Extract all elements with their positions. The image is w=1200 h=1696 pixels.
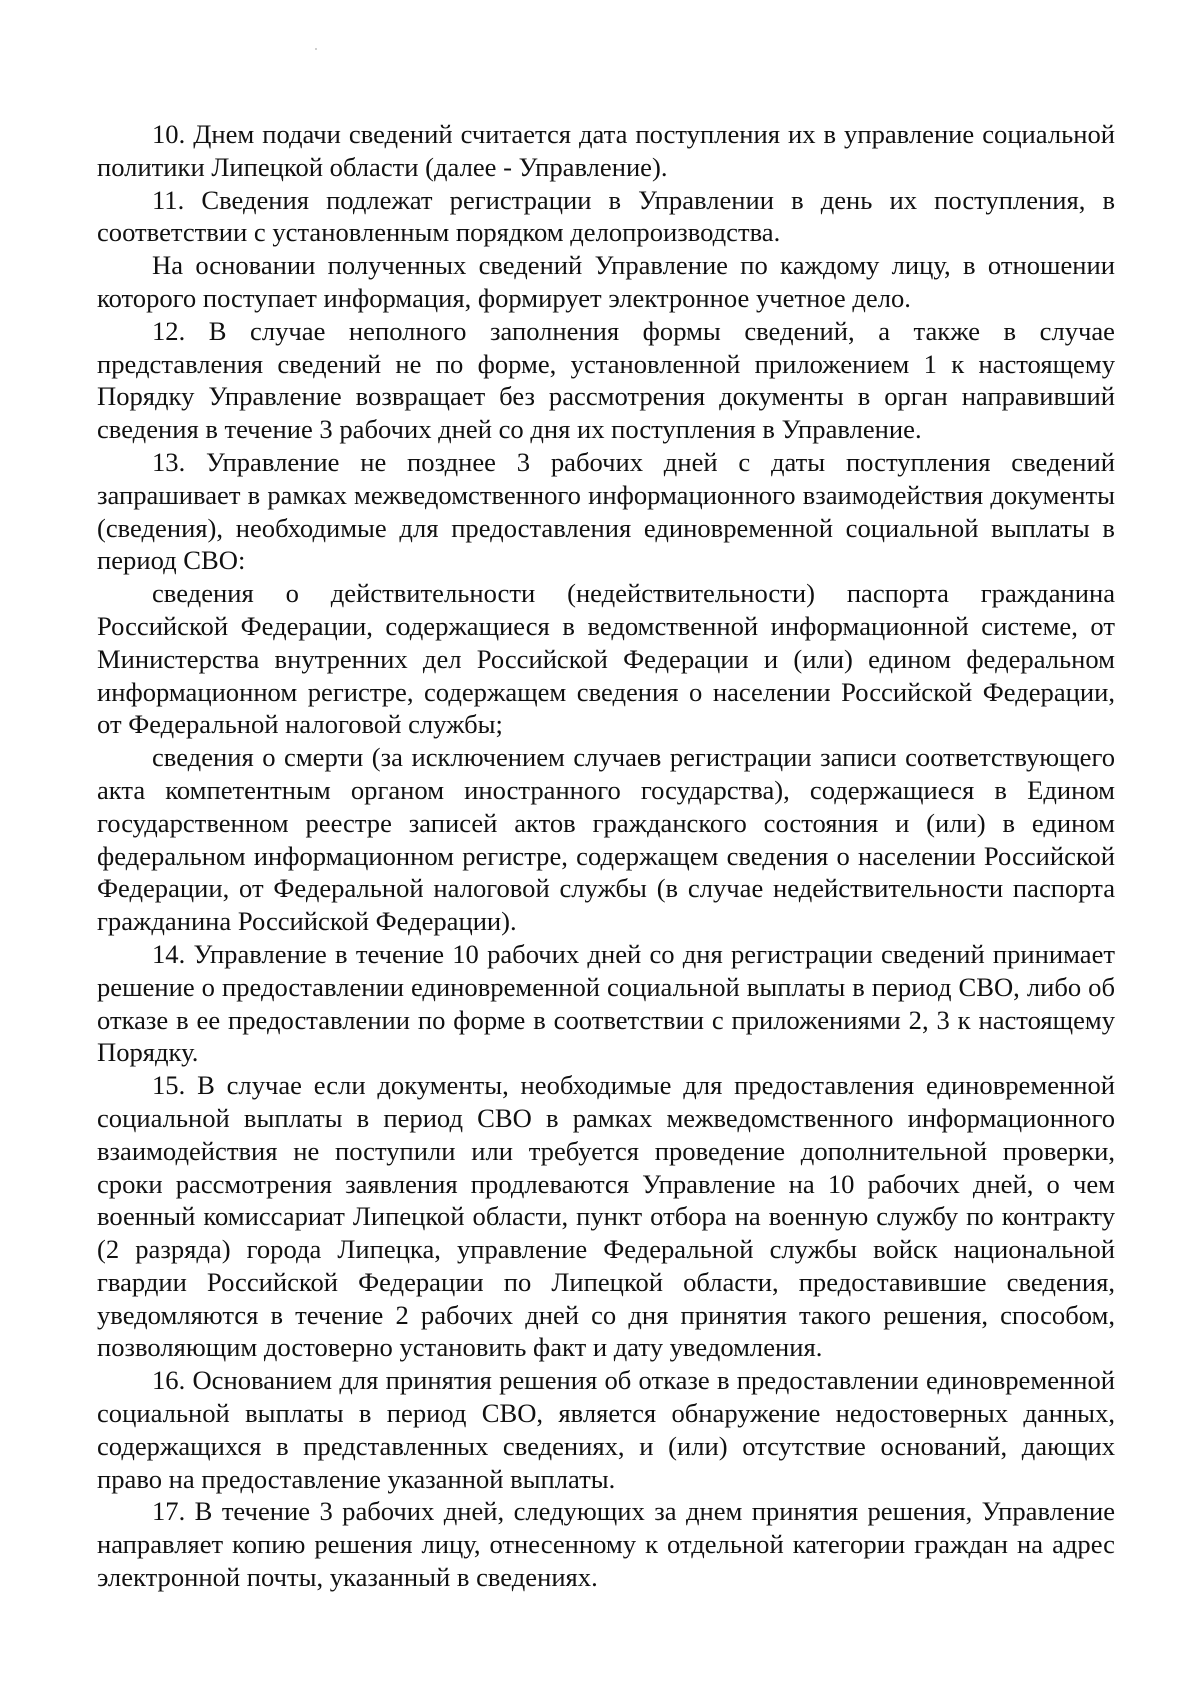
paragraph-16: 16. Основанием для принятия решения об отказе в предоставлении единовременной социальной выплаты в период СВО, является обнаружение недостоверных данных, содержащихся в представленных сведениях, и (или) отсутствие оснований, дающих право на предоставление указанной выплаты.	[97, 1365, 1115, 1494]
paragraph-17: 17. В течение 3 рабочих дней, следующих за днем принятия решения, Управление направляет копию решения лицу, отнесенному к отдельной категории граждан на адрес электронной почты, указанный в сведениях.	[97, 1496, 1115, 1593]
paragraph-11: 11. Сведения подлежат регистрации в Управлении в день их поступления, в соответствии с установленным порядком делопроизводства.	[97, 184, 1115, 248]
paragraph-13-item-death: сведения о смерти (за исключением случаев регистрации записи соответствующего акта компетентным органом иностранного государства), содержащиеся в Едином государственном реестре записей актов гражданского состояния и (или) в едином федеральном информационном регистре, содержащем сведения о населении Российской Федерации, от Федеральной налоговой службы (в случае недействительности паспорта гражданина Российской Федерации).	[97, 742, 1115, 937]
paragraph-13-item-passport: сведения о действительности (недействительности) паспорта гражданина Российской Федерации, содержащиеся в ведомственной информационной системе, от Министерства внутренних дел Российской Федерации и (или) едином федеральном информационном регистре, содержащем сведения о населении Российской Федерации, от Федеральной налоговой службы;	[97, 578, 1115, 740]
paragraph-13: 13. Управление не позднее 3 рабочих дней с даты поступления сведений запрашивает в рамках межведомственного информационного взаимодействия документы (сведения), необходимые для предоставления единовременной социальной выплаты в период СВО:	[97, 446, 1115, 576]
document-body	[97, 118, 1115, 1594]
paragraph-11-continuation: На основании полученных сведений Управление по каждому лицу, в отношении которого поступает информация, формирует электронное учетное дело.	[97, 250, 1115, 313]
paragraph-12: 12. В случае неполного заполнения формы сведений, а также в случае представления сведений не по форме, установленной приложением 1 к настоящему Порядку Управление возвращает без рассмотрения документы в орган направивший сведения в течение 3 рабочих дней со дня их поступления в Управление.	[97, 315, 1115, 445]
paragraph-10: 10. Днем подачи сведений считается дата поступления их в управление социальной политики Липецкой области (далее - Управление).	[97, 119, 1115, 182]
scan-speck	[315, 48, 317, 50]
paragraph-15: 15. В случае если документы, необходимые для предоставления единовременной социальной выплаты в период СВО в рамках межведомственного информационного взаимодействия не поступили или требуется проведение дополнительной проверки, сроки рассмотрения заявления продлеваются Управление на 10 рабочих дней, о чем военный комиссариат Липецкой области, пункт отбора на военную службу по контракту (2 разряда) города Липецка, управление Федеральной службы войск национальной гвардии Российской Федерации по Липецкой области, предоставившие сведения, уведомляются в течение 2 рабочих дней со дня принятия такого решения, способом, позволяющим достоверно установить факт и дату уведомления.	[97, 1070, 1115, 1363]
paragraph-14: 14. Управление в течение 10 рабочих дней со дня регистрации сведений принимает решение о предоставлении единовременной социальной выплаты в период СВО, либо об отказе в ее предоставлении по форме в соответствии с приложениями 2, 3 к настоящему Порядку.	[97, 938, 1115, 1068]
